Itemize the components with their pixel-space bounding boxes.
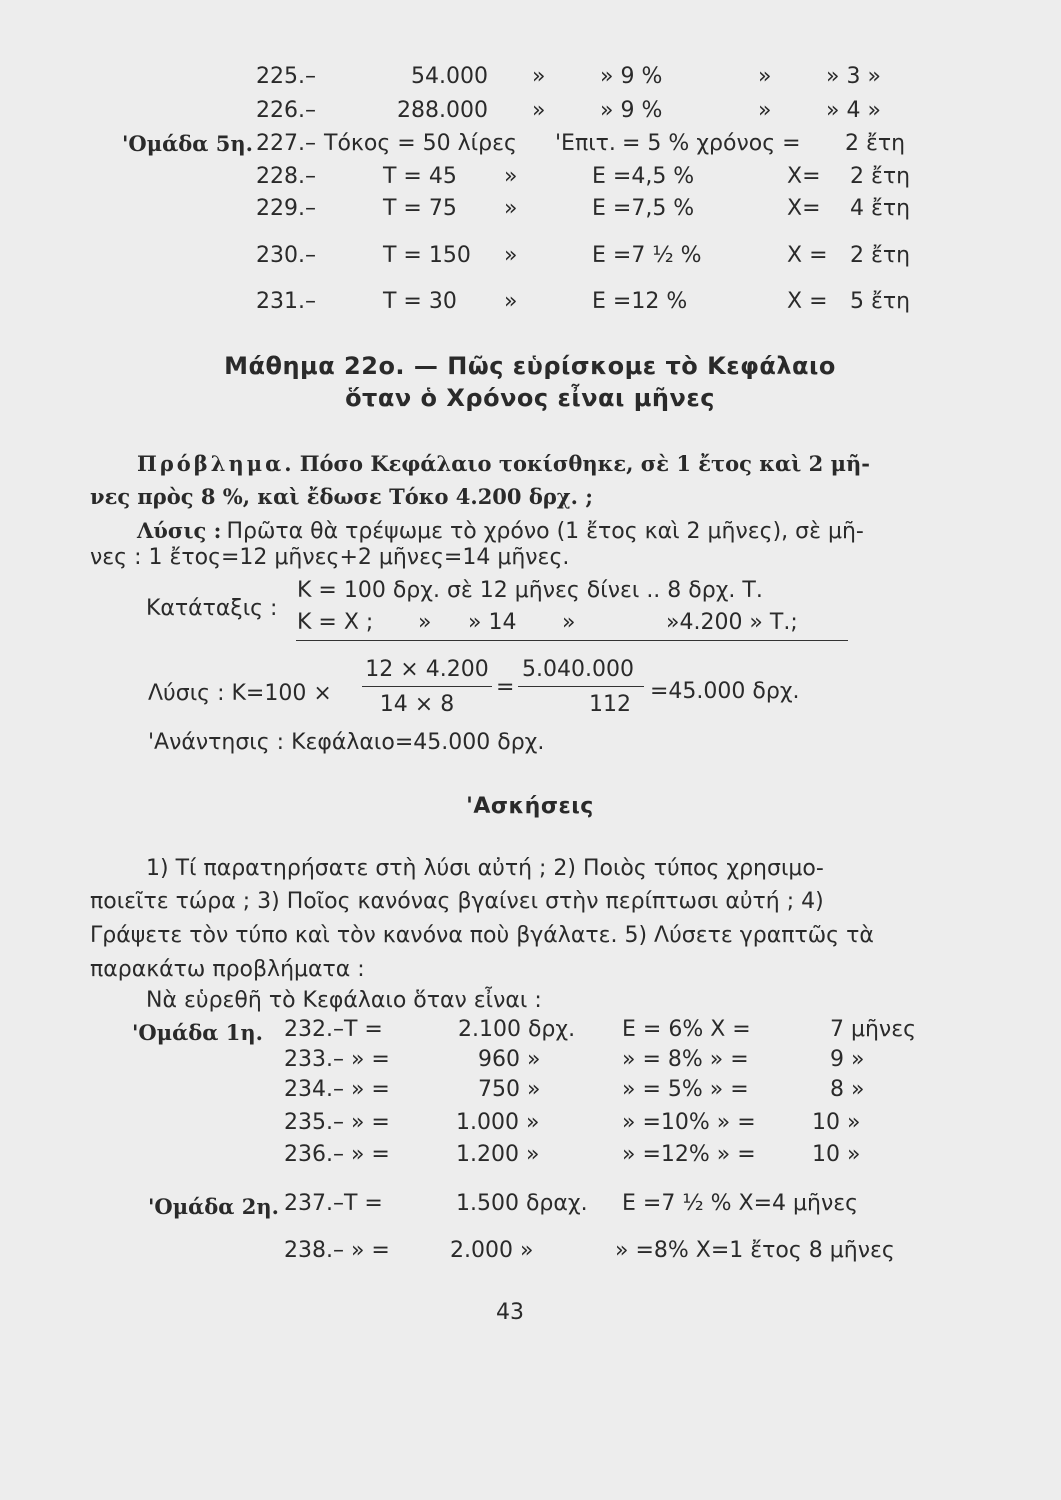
row-230-time: 2 ἔτη xyxy=(850,243,911,268)
row-232-num: 232.–Τ = xyxy=(284,1017,383,1042)
row-237-rate-time: Ε =7 ½ % Χ=4 μῆνες xyxy=(622,1191,859,1216)
arrangement-underline xyxy=(296,640,848,641)
calc-numerator-2: 5.040.000 xyxy=(522,657,634,682)
exercises-para-line4: παρακάτω προβλήματα : xyxy=(90,957,365,982)
row-229-rate: Ε =7,5 % xyxy=(592,196,695,221)
row-236-time: 10 » xyxy=(812,1142,861,1167)
arrangement-row2-months: » 14 xyxy=(468,610,517,635)
calc-result: =45.000 δρχ. xyxy=(650,679,800,704)
problem-text-1: Πόσο Κεφάλαιο τοκίσθηκε, σὲ 1 ἔτος καὶ 2 μῆ- xyxy=(299,451,870,476)
row-229-time: 4 ἔτη xyxy=(850,196,911,221)
row-236-num: 236.– » = xyxy=(284,1142,390,1167)
row-235-rate: » =10% » = xyxy=(622,1110,756,1135)
row-225-c4: » xyxy=(758,64,772,89)
row-225-c2: » xyxy=(532,64,546,89)
row-230-num: 230.– xyxy=(256,243,316,268)
row-231-rate: Ε =12 % xyxy=(592,289,688,314)
group-5-label: 'Ομάδα 5η. xyxy=(122,131,253,156)
row-238-num: 238.– » = xyxy=(284,1238,390,1263)
row-233-time: 9 » xyxy=(830,1047,865,1072)
row-238-amount: 2.000 » xyxy=(450,1238,534,1263)
row-229-c2: » xyxy=(504,196,518,221)
arrangement-label: Κατάταξις : xyxy=(146,596,278,621)
answer-line: 'Ανάντησις : Κεφάλαιο=45.000 δρχ. xyxy=(148,730,545,755)
calc-denominator-2: 112 xyxy=(589,692,631,717)
row-225-rate: » 9 % xyxy=(600,64,663,89)
calc-equals: = xyxy=(496,675,515,700)
calc-denominator-1: 14 × 8 xyxy=(379,692,455,717)
solution-line1 xyxy=(137,518,864,544)
exercises-title: 'Ασκήσεις xyxy=(466,794,594,819)
row-234-time: 8 » xyxy=(830,1077,865,1102)
row-231-x: Χ = xyxy=(787,289,828,314)
row-238-rate-time: » =8% Χ=1 ἔτος 8 μῆνες xyxy=(615,1238,895,1263)
row-229-x: Χ= xyxy=(787,196,821,221)
row-229-interest: Τ = 75 xyxy=(383,196,457,221)
row-226-amount: 288.000 xyxy=(397,98,488,123)
row-226-c2: » xyxy=(532,98,546,123)
solution-line2: νες : 1 ἔτος=12 μῆνες+2 μῆνες=14 μῆνες. xyxy=(90,545,570,570)
row-226-time: » 4 » xyxy=(826,98,881,123)
row-237-amount: 1.500 δραχ. xyxy=(456,1191,588,1216)
row-237-num: 237.–Τ = xyxy=(284,1191,383,1216)
row-228-interest: Τ = 45 xyxy=(383,164,457,189)
arrangement-row2-q1: » xyxy=(418,610,432,635)
row-234-num: 234.– » = xyxy=(284,1077,390,1102)
solution-text-1: Πρῶτα θὰ τρέψωμε τὸ χρόνο (1 ἔτος καὶ 2 μῆνες), σὲ μῆ- xyxy=(226,519,864,544)
row-235-time: 10 » xyxy=(812,1110,861,1135)
row-228-c2: » xyxy=(504,164,518,189)
calc-label: Λύσις : Κ=100 × xyxy=(148,681,332,706)
row-228-time: 2 ἔτη xyxy=(850,164,911,189)
row-228-x: Χ= xyxy=(787,164,821,189)
row-231-num: 231.– xyxy=(256,289,316,314)
row-227-num: 227.– xyxy=(256,131,316,156)
row-226-c4: » xyxy=(758,98,772,123)
exercises-para-line3: Γράψετε τὸν τύπο καὶ τὸν κανόνα ποὺ βγάλατε. 5) Λύσετε γραπτῶς τὰ xyxy=(90,923,874,948)
row-231-time: 5 ἔτη xyxy=(850,289,911,314)
group-1-label: 'Ομάδα 1η. xyxy=(132,1020,263,1045)
calc-numerator-1: 12 × 4.200 xyxy=(365,657,489,682)
exercises-para-line2: ποιεῖτε τώρα ; 3) Ποῖος κανόνας βγαίνει στὴν περίπτωσι αὐτή ; 4) xyxy=(90,889,824,914)
row-231-interest: Τ = 30 xyxy=(383,289,457,314)
row-233-rate: » = 8% » = xyxy=(622,1047,749,1072)
row-226-rate: » 9 % xyxy=(600,98,663,123)
row-228-num: 228.– xyxy=(256,164,316,189)
row-230-rate: Ε =7 ½ % xyxy=(592,243,702,268)
row-225-amount: 54.000 xyxy=(411,64,488,89)
row-230-x: Χ = xyxy=(787,243,828,268)
row-232-rate: Ε = 6% Χ = xyxy=(622,1017,751,1042)
arrangement-row2-q2: » xyxy=(562,610,576,635)
row-229-num: 229.– xyxy=(256,196,316,221)
problem-label: Πρόβλημα. xyxy=(137,451,295,476)
row-233-amount: 960 » xyxy=(478,1047,541,1072)
problem-line1 xyxy=(137,451,870,476)
row-236-rate: » =12% » = xyxy=(622,1142,756,1167)
row-233-num: 233.– » = xyxy=(284,1047,390,1072)
row-235-amount: 1.000 » xyxy=(456,1110,540,1135)
exercises-para-line1: 1) Τί παρατηρήσατε στὴ λύσι αὐτή ; 2) Ποιὸς τύπος χρησιμο- xyxy=(146,856,824,881)
arrangement-row1: Κ = 100 δρχ. σὲ 12 μῆνες δίνει .. 8 δρχ. Τ. xyxy=(297,578,763,603)
row-235-num: 235.– » = xyxy=(284,1110,390,1135)
problem-line2: νες πρὸς 8 %, καὶ ἔδωσε Τόκο 4.200 δρχ. ; xyxy=(90,484,593,509)
arrangement-row2-k: Κ = Χ ; xyxy=(297,610,374,635)
row-225-time: » 3 » xyxy=(826,64,881,89)
row-234-amount: 750 » xyxy=(478,1077,541,1102)
row-227-c2: 'Επιτ. xyxy=(555,131,616,156)
group-2-label: 'Ομάδα 2η. xyxy=(148,1194,279,1219)
row-225-num: 225.– xyxy=(256,64,316,89)
row-226-num: 226.– xyxy=(256,98,316,123)
arrangement-row2-interest: »4.200 » Τ.; xyxy=(666,610,798,635)
row-231-c2: » xyxy=(504,289,518,314)
row-230-c2: » xyxy=(504,243,518,268)
solution-label: Λύσις : xyxy=(137,518,222,543)
row-228-rate: Ε =4,5 % xyxy=(592,164,695,189)
lesson-title-line2: ὅταν ὁ Χρόνος εἶναι μῆνες xyxy=(345,384,715,412)
row-227-rate: = 5 % χρόνος = xyxy=(622,131,801,156)
exercises-find-line: Νὰ εὑρεθῆ τὸ Κεφάλαιο ὅταν εἶναι : xyxy=(146,988,542,1013)
row-232-time: 7 μῆνες xyxy=(830,1017,917,1042)
calc-fraction-bar-2 xyxy=(518,686,644,687)
calc-fraction-bar-1 xyxy=(362,686,492,687)
page-number: 43 xyxy=(496,1300,524,1325)
row-227-time: 2 ἔτη xyxy=(845,131,906,156)
row-234-rate: » = 5% » = xyxy=(622,1077,749,1102)
row-232-amount: 2.100 δρχ. xyxy=(458,1017,576,1042)
lesson-title-line1: Μάθημα 22ο. — Πῶς εὑρίσκομε τὸ Κεφάλαιο xyxy=(224,352,836,380)
row-230-interest: Τ = 150 xyxy=(383,243,471,268)
row-236-amount: 1.200 » xyxy=(456,1142,540,1167)
row-227-interest: Τόκος = 50 λίρες xyxy=(324,131,517,156)
